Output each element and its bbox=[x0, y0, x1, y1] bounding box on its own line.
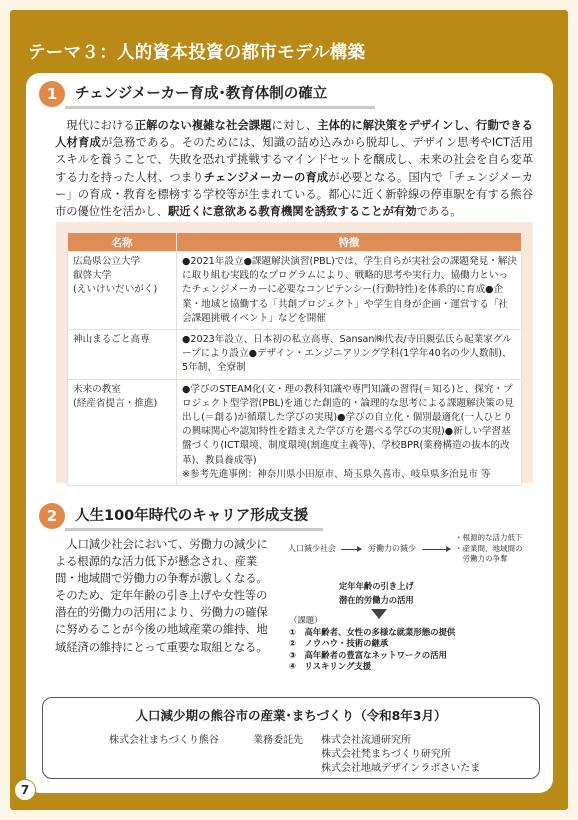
section2-number: 2 bbox=[39, 503, 65, 529]
section1-number: 1 bbox=[39, 81, 65, 107]
flow-population-decline: 人口減少社会 bbox=[288, 544, 336, 553]
body-text: である。 bbox=[416, 205, 462, 219]
report-contractor: 株式会社流通研究所 bbox=[321, 735, 411, 746]
section1-header bbox=[39, 81, 519, 109]
issues-label: （課題） bbox=[289, 615, 323, 625]
table-header-name: 名称 bbox=[68, 233, 177, 252]
effect-item: ・産業間、地域間の bbox=[455, 543, 523, 553]
issues-list bbox=[289, 615, 455, 673]
reference-note: ※参考先進事例：神奈川県小田原市、埼玉県久喜市、岐阜県多治見市 等 bbox=[182, 468, 491, 480]
school-name-cell: 広島県公立大学 叡啓大学 (えいけいだいがく) bbox=[68, 252, 177, 330]
emphasis-text: チェンジメーカーの育成 bbox=[203, 170, 329, 184]
report-title: 人口減少期の熊谷市の産業･まちづくり（令和8年3月） bbox=[135, 708, 447, 723]
report-contractor: 株式会社地域デザインラボさいたま bbox=[321, 763, 481, 774]
body-text: が必要となる。国内で「チェンジメーカー」の育成・教育を標榜する学校等が生まれている。都心に近く新幹線の停車駅を有する熊谷市の優位性を活かし、 bbox=[55, 170, 533, 219]
issue-item: ② ノウハウ・技術の継承 bbox=[289, 638, 389, 649]
page-number: 7 bbox=[14, 779, 36, 801]
measure-item: 定年年齢の引き上げ bbox=[339, 581, 414, 591]
school-feature-cell: ●学びのSTEAM化(文・理の教科知識や専門知識の習得(＝知る)と、探究・プロジェクト型学習(PBL)を通じた創造的・論理的な思考による課題解決策の見出し(＝創る)が循環した学びの実現)●学びの自立化・個別最適化(一人ひとりの興味関心や認知特性を踏まえた学び方を選べる学びの実現)●新しい学習基盤づくり(ICT環境、制度環境(割進度主義等)、学校BPR(業務構造の抜本的改革)、教員養成等) ※参考先進事例：神奈川県小田原市、埼玉県久喜市、岐阜県多治見市 等 bbox=[177, 379, 522, 485]
flow-arrow-2 bbox=[422, 549, 450, 550]
report-contract-label: 業務委託先 bbox=[253, 735, 303, 746]
school-name-cell: 未来の教室 (経産省提言・推進) bbox=[68, 379, 177, 485]
school-feature-cell: ●2023年設立、日本初の私立高専、Sansan㈱代表/寺田親弘氏ら起業家グループにより設立●デザイン・エンジニアリング学科(1学年40名の少人数制)、5年制、全寮制 bbox=[177, 330, 522, 380]
effects-list bbox=[455, 533, 523, 565]
school-table bbox=[67, 232, 522, 486]
flow-labor-decline: 労働力の減少 bbox=[368, 544, 416, 553]
report-info-box bbox=[42, 697, 540, 779]
emphasis-text: 正解のない複雑な社会課題 bbox=[134, 119, 272, 132]
flow-arrow-1 bbox=[341, 549, 361, 550]
issue-item: ④ リスキリング支援 bbox=[289, 661, 372, 672]
theme-title: テーマ３：人的資本投資の都市モデル構築 bbox=[28, 43, 366, 63]
measures-list bbox=[339, 579, 414, 607]
section2-header bbox=[39, 503, 519, 531]
body-text: が急務である。そのためには、知識の詰め込みから脱却し、デザイン思考やICT活用スキルを養うことで、失敗を恐れず挑戦するマインドセットを醸成し、未来の社会を自ら変革する力を持った人材、つまり bbox=[55, 136, 533, 184]
emphasis-text: 主体的に解決策をデザインし、行動できる人材育成 bbox=[55, 119, 533, 150]
effect-item: 労働力の争奪 bbox=[455, 554, 508, 563]
school-table-container bbox=[56, 222, 533, 483]
table-row bbox=[68, 330, 522, 380]
section1-paragraph bbox=[55, 117, 533, 220]
report-contractor: 株式会社梵まちづくり研究所 bbox=[321, 749, 451, 760]
section2-paragraph: 人口減少社会において、労働力の減少による根源的な活力低下が懸念され、産業間・地域間で労働力の争奪が激しくなる。そのため、定年年齢の引き上げや女性等の潜在的労働力の活用により、労働力の確保に努めることが今後の地域産業の維持、地域経済の維持にとって重要な取組となる。 bbox=[55, 537, 268, 654]
table-header-feature: 特徴 bbox=[177, 233, 522, 252]
measure-item: 潜在的労働力の活用 bbox=[339, 595, 414, 605]
section2-underline bbox=[65, 528, 323, 531]
emphasis-text: 駅近くに意欲ある教育機関を誘致することが有効 bbox=[167, 205, 417, 219]
section1-title: チェンジメーカー育成･教育体制の確立 bbox=[75, 86, 328, 102]
issue-item: ① 高年齢者、女性の多様な就業形態の提供 bbox=[289, 626, 456, 637]
table-row bbox=[68, 252, 522, 330]
section2-title: 人生100年時代のキャリア形成支援 bbox=[75, 508, 309, 524]
body-text: に対し、 bbox=[271, 119, 318, 132]
report-client: 株式会社まちづくり熊谷 bbox=[109, 735, 219, 746]
school-name-cell: 神山まるごと高専 bbox=[68, 330, 177, 380]
section1-underline bbox=[65, 106, 375, 109]
issue-item: ③ 高年齢者の豊富なネットワークの活用 bbox=[289, 649, 447, 660]
table-header-row bbox=[68, 233, 522, 252]
body-text: 現代における bbox=[66, 119, 135, 132]
table-row bbox=[68, 379, 522, 485]
effect-item: ・根源的な活力低下 bbox=[455, 533, 523, 542]
labor-diagram bbox=[279, 533, 541, 673]
school-feature-cell: ●2021年設立●課題解決演習(PBL)では、学生自らが実社会の課題発見・解決に取り組む実践的なプログラムにより、戦略的思考や実行力、協働力といったチェンジメーカーに必要なコンピテンシー(行動特性)を体系的に育成●企業・地域と協働する「共創プロジェクト」や学生自身が企画・運営する「社会課題挑戦イベント」などを開催 bbox=[177, 252, 522, 330]
